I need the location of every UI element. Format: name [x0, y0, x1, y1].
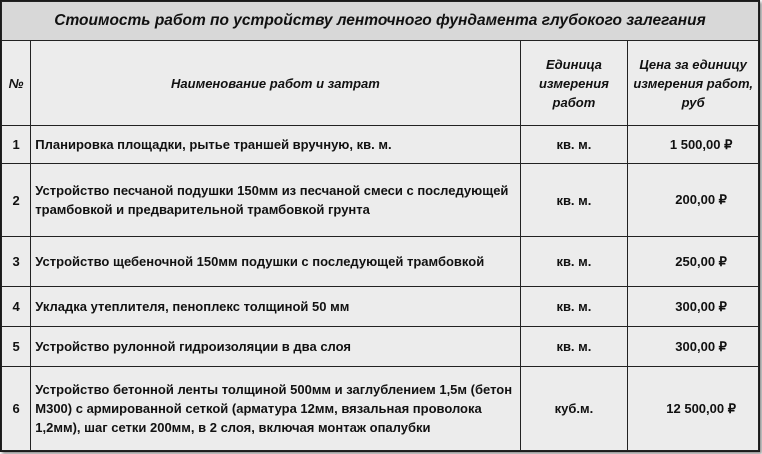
row-work-name: Устройство бетонной ленты толщиной 500мм и заглублением 1,5м (бетон М300) с армированной сеткой (арматура 12мм, вязальная проволока 1,2мм), шаг сетки 200мм, в 2 слоя, включая монтаж опалубки [31, 367, 520, 451]
row-number: 1 [2, 126, 31, 164]
row-unit: кв. м. [520, 327, 628, 367]
row-unit: кв. м. [520, 237, 628, 287]
table-row [2, 237, 759, 287]
row-price: 12 500,00 ₽ [628, 367, 759, 451]
row-unit: кв. м. [520, 287, 628, 327]
header-num: № [2, 41, 31, 126]
table-title: Стоимость работ по устройству ленточного фундамента глубокого залегания [2, 2, 759, 41]
row-number: 5 [2, 327, 31, 367]
row-work-name: Устройство песчаной подушки 150мм из песчаной смеси с последующей трамбовкой и предварительной трамбовкой грунта [31, 164, 520, 237]
row-price: 300,00 ₽ [628, 327, 759, 367]
row-number: 6 [2, 367, 31, 451]
table-row [2, 126, 759, 164]
row-price: 300,00 ₽ [628, 287, 759, 327]
header-price: Цена за единицу измерения работ, руб [628, 41, 759, 126]
table-row [2, 287, 759, 327]
row-work-name: Устройство рулонной гидроизоляции в два слоя [31, 327, 520, 367]
row-work-name: Устройство щебеночной 150мм подушки с последующей трамбовкой [31, 237, 520, 287]
header-unit: Единица измерения работ [520, 41, 628, 126]
table-row [2, 367, 759, 451]
row-price: 250,00 ₽ [628, 237, 759, 287]
row-number: 2 [2, 164, 31, 237]
price-table [1, 1, 759, 451]
row-unit: куб.м. [520, 367, 628, 451]
table-row [2, 327, 759, 367]
row-price: 200,00 ₽ [628, 164, 759, 237]
title-row [2, 2, 759, 41]
row-work-name: Укладка утеплителя, пеноплекс толщиной 50 мм [31, 287, 520, 327]
header-row [2, 41, 759, 126]
row-number: 3 [2, 237, 31, 287]
row-price: 1 500,00 ₽ [628, 126, 759, 164]
row-number: 4 [2, 287, 31, 327]
header-name: Наименование работ и затрат [31, 41, 520, 126]
row-unit: кв. м. [520, 126, 628, 164]
table-row [2, 164, 759, 237]
row-work-name: Планировка площадки, рытье траншей вручную, кв. м. [31, 126, 520, 164]
row-unit: кв. м. [520, 164, 628, 237]
